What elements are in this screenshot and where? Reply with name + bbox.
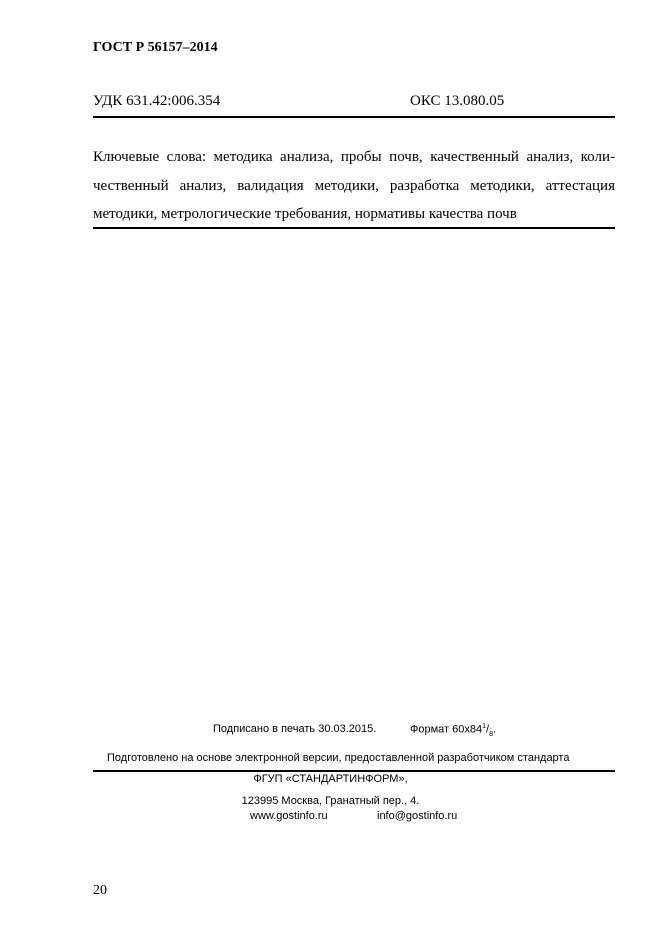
format-prefix: Формат 60x84: [410, 723, 483, 736]
paper-format: [410, 723, 496, 738]
udk-code: УДК 631.42:006.354: [93, 93, 221, 109]
signed-date: Подписано в печать 30.03.2015.: [213, 723, 377, 735]
standard-code: ГОСТ Р 56157–2014: [93, 40, 218, 55]
format-numerator: 1: [482, 723, 487, 730]
keywords-line: чественный анализ, валидация методики, разработка методики, аттестация: [93, 177, 615, 194]
prepared-note: Подготовлено на основе электронной версии, предоставленной разработчиком стандарта: [107, 752, 570, 764]
website-link[interactable]: www.gostinfo.ru: [250, 810, 328, 822]
publisher-address: 123995 Москва, Гранатный пер., 4.: [241, 795, 420, 807]
format-denominator: 8: [489, 730, 493, 738]
page-number: 20: [93, 883, 107, 898]
oks-code: ОКС 13.080.05: [410, 93, 505, 109]
email-link[interactable]: info@gostinfo.ru: [377, 810, 458, 822]
format-suffix: .: [492, 723, 497, 736]
keywords-divider: [93, 227, 615, 229]
keywords-line: методики, метрологические требования, нормативы качества почв: [93, 206, 517, 222]
keywords-line: Ключевые слова: методика анализа, пробы почв, качественный анализ, коли-: [93, 149, 615, 165]
keywords-paragraph: [93, 143, 615, 229]
publisher-name: ФГУП «СТАНДАРТИНФОРМ»,: [253, 773, 408, 785]
top-divider: [93, 116, 615, 118]
format-slash: /: [486, 723, 490, 736]
imprint-divider: [93, 770, 615, 772]
